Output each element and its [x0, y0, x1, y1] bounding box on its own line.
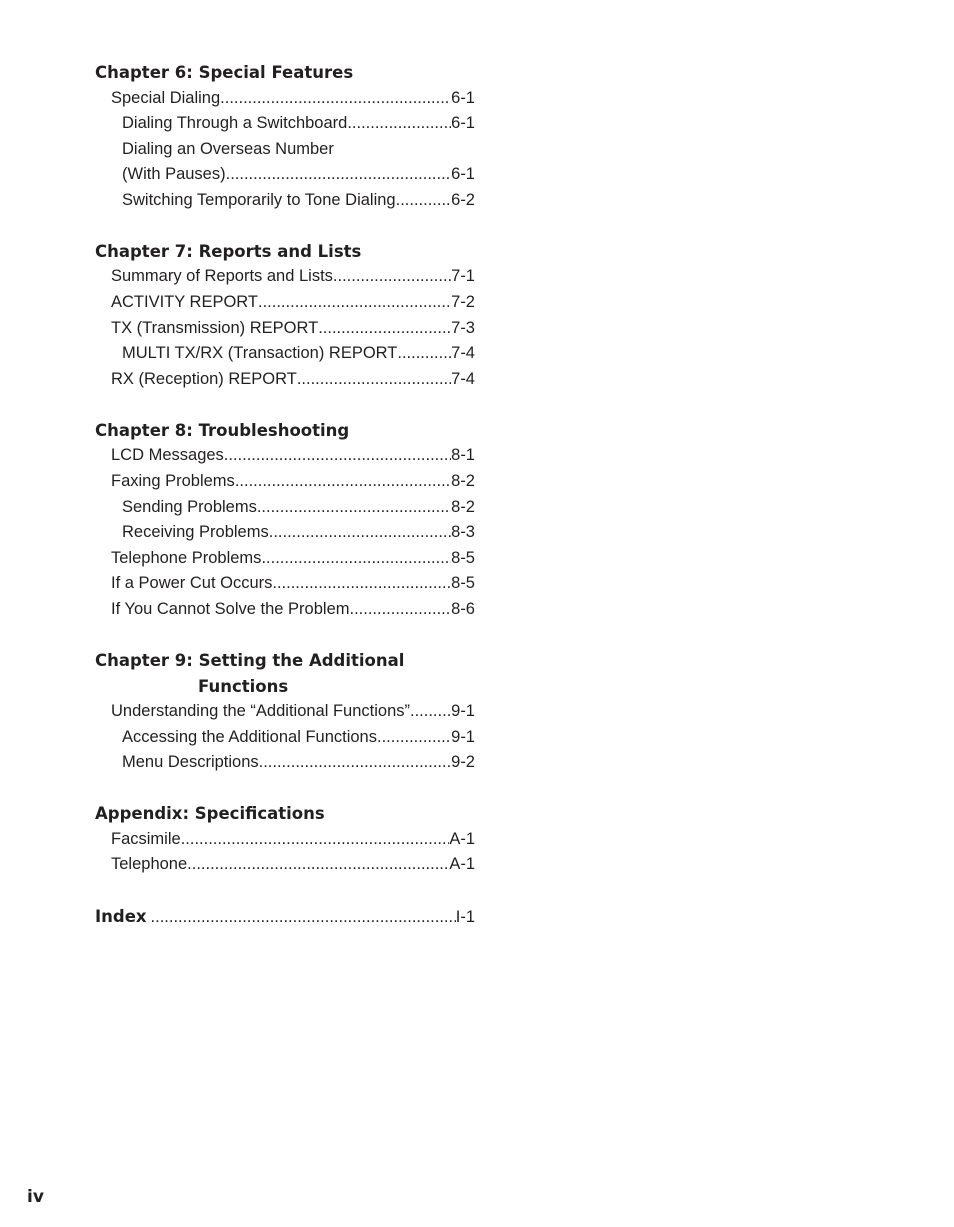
chapter-title: Chapter 9: Setting the Additional	[95, 651, 405, 671]
chapter-title: Chapter 8: Troubleshooting	[95, 420, 350, 440]
toc-entry[interactable]	[95, 264, 475, 290]
dot-leader	[410, 699, 451, 725]
toc-entry[interactable]	[95, 188, 475, 214]
entry-label: Dialing an Overseas Number	[122, 139, 334, 158]
entry-page: 7-2	[451, 293, 475, 312]
entry-label: RX (Reception) REPORT	[111, 369, 297, 388]
entry-label: Accessing the Additional Functions	[122, 727, 377, 746]
chapter-title-continued	[95, 674, 475, 700]
toc-entry[interactable]	[95, 137, 475, 163]
table-of-contents	[95, 60, 475, 929]
entry-page: 9-1	[451, 702, 475, 721]
entry-page: 9-1	[451, 727, 475, 746]
entry-label: If You Cannot Solve the Problem	[111, 600, 350, 618]
entry-label: Index	[95, 906, 147, 926]
entry-page: 8-5	[451, 574, 475, 593]
dot-leader	[187, 852, 449, 878]
entry-label: Special Dialing	[111, 88, 221, 107]
toc-entry[interactable]	[95, 162, 475, 188]
toc-entry[interactable]	[95, 750, 475, 776]
toc-entry[interactable]	[95, 852, 475, 878]
entry-page: 6-1	[451, 165, 475, 184]
entry-page: 7-4	[451, 369, 475, 388]
toc-entry[interactable]	[95, 546, 475, 572]
chapter-title: Chapter 7: Reports and Lists	[95, 241, 362, 261]
dot-leader	[333, 264, 451, 290]
toc-entry[interactable]	[95, 86, 475, 112]
dot-leader	[151, 905, 456, 931]
entry-label: Faxing Problems	[111, 472, 235, 491]
entry-page: 6-2	[451, 190, 475, 209]
dot-leader	[347, 111, 451, 137]
dot-leader	[258, 290, 451, 316]
entry-label: If a Power Cut Occurs	[111, 574, 273, 593]
entry-page: 9-2	[451, 753, 475, 772]
entry-label: Telephone Problems	[111, 548, 262, 567]
section-chapter-7	[95, 239, 475, 392]
entry-page: A-1	[449, 829, 475, 848]
toc-entry[interactable]	[95, 699, 475, 725]
entry-label: Menu Descriptions	[122, 753, 259, 772]
entry-page: 8-2	[451, 497, 475, 516]
entry-label: Sending Problems	[122, 497, 257, 516]
chapter-title: Chapter 6: Special Features	[95, 63, 354, 82]
entry-page: 7-1	[451, 267, 475, 286]
entry-label: ACTIVITY REPORT	[111, 293, 259, 312]
dot-leader	[259, 750, 452, 776]
toc-entry[interactable]	[95, 520, 475, 546]
entry-label: Telephone	[111, 855, 188, 874]
toc-entry[interactable]	[95, 469, 475, 495]
entry-page: 8-5	[451, 548, 475, 567]
dot-leader	[397, 341, 451, 367]
dot-leader	[261, 546, 451, 572]
entry-label: TX (Transmission) REPORT	[111, 318, 319, 337]
dot-leader	[350, 597, 452, 623]
entry-label: (With Pauses)	[122, 165, 226, 184]
entry-label: Dialing Through a Switchboard	[122, 114, 348, 133]
dot-leader	[224, 443, 451, 469]
toc-entry[interactable]	[95, 571, 475, 597]
entry-label: Understanding the “Additional Functions”	[111, 702, 411, 721]
dot-leader	[269, 520, 451, 546]
dot-leader	[297, 367, 451, 393]
toc-entry[interactable]	[95, 290, 475, 316]
dot-leader	[396, 188, 452, 214]
chapter-title-line2: Functions	[198, 676, 289, 696]
entry-label: Summary of Reports and Lists	[111, 267, 333, 286]
section-chapter-6	[95, 60, 475, 213]
entry-label: Switching Temporarily to Tone Dialing	[122, 190, 396, 209]
entry-page: A-1	[449, 855, 475, 874]
entry-page: 7-4	[451, 344, 475, 363]
toc-entry[interactable]	[95, 341, 475, 367]
toc-entry-index[interactable]	[95, 904, 475, 930]
entry-page: 6-1	[451, 114, 475, 133]
entry-page: 6-1	[451, 88, 475, 107]
section-chapter-8	[95, 418, 475, 623]
page-number: iv	[27, 1187, 44, 1207]
dot-leader	[377, 725, 451, 751]
entry-label: MULTI TX/RX (Transaction) REPORT	[122, 344, 398, 363]
toc-entry[interactable]	[95, 443, 475, 469]
dot-leader	[257, 495, 451, 521]
dot-leader	[226, 162, 452, 188]
dot-leader	[272, 571, 451, 597]
toc-entry[interactable]	[95, 725, 475, 751]
entry-label: LCD Messages	[111, 446, 224, 465]
entry-page: 8-3	[451, 523, 475, 542]
chapter-title: Appendix: Specifications	[95, 804, 325, 824]
entry-label: Receiving Problems	[122, 523, 269, 542]
entry-page: 8-2	[451, 472, 475, 491]
toc-entry[interactable]	[95, 367, 475, 393]
entry-page: I-1	[455, 907, 475, 926]
dot-leader	[235, 469, 451, 495]
section-appendix	[95, 801, 475, 878]
dot-leader	[181, 827, 450, 853]
dot-leader	[220, 86, 451, 112]
entry-label: Facsimile	[111, 829, 181, 848]
toc-entry[interactable]	[95, 111, 475, 137]
toc-entry[interactable]	[95, 316, 475, 342]
toc-entry[interactable]	[95, 495, 475, 521]
section-chapter-9	[95, 648, 475, 776]
entry-page: 7-3	[451, 318, 475, 337]
toc-entry[interactable]	[95, 597, 475, 623]
dot-leader	[318, 316, 451, 342]
entry-page: 8-1	[451, 446, 475, 465]
toc-entry[interactable]	[95, 827, 475, 853]
entry-page: 8-6	[451, 600, 475, 618]
